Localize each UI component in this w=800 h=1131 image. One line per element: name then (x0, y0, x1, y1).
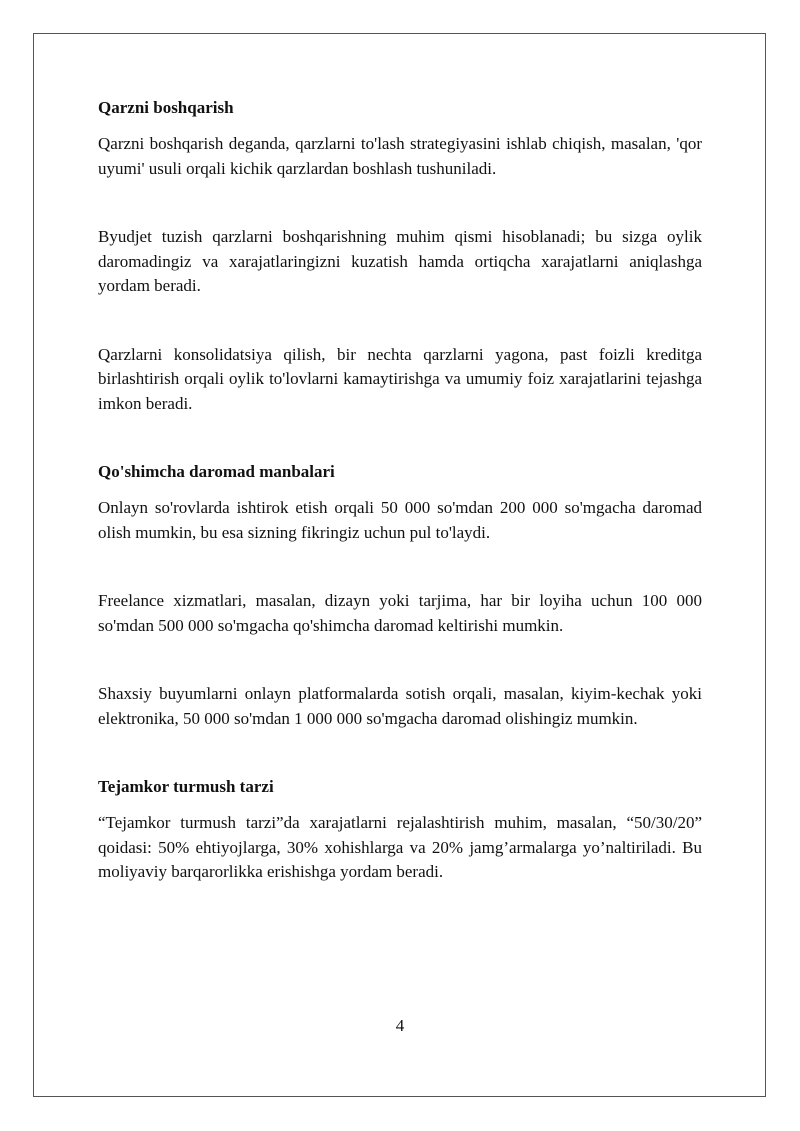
paragraph: Freelance xizmatlari, masalan, dizayn yoki tarjima, har bir loyiha uchun 100 000 so'mdan 500 000 so'mgacha qo'shimcha daromad keltirishi mumkin. (98, 591, 702, 635)
paragraph: Qarzlarni konsolidatsiya qilish, bir nechta qarzlarni yagona, past foizli kreditga birlashtirish orqali oylik to'lovlarni kamaytirishga va umumiy foiz xarajatlarini tejashga imkon beradi. (98, 344, 702, 413)
section-frugal-lifestyle (98, 774, 702, 885)
section-debt-management (98, 95, 702, 416)
paragraph: “Tejamkor turmush tarzi”da xarajatlarni rejalashtirish muhim, masalan, “50/30/20” qoidasi: 50% ehtiyojlarga, 30% xohishlarga va 20% jamg’armalarga yo’naltiriladi. Bu moliyaviy barqarorlikka erishishga yordam beradi. (98, 813, 702, 881)
document-body (98, 95, 702, 885)
section-extra-income (98, 459, 702, 731)
paragraph: Onlayn so'rovlarda ishtirok etish orqali 50 000 so'mdan 200 000 so'mgacha daromad olish mumkin, bu esa sizning fikringiz uchun pul to'laydi. (98, 498, 702, 542)
section-heading: Tejamkor turmush tarzi (98, 777, 274, 796)
section-heading: Qarzni boshqarish (98, 98, 234, 117)
section-heading: Qo'shimcha daromad manbalari (98, 462, 335, 481)
page-number: 4 (395, 1016, 405, 1035)
paragraph: Byudjet tuzish qarzlarni boshqarishning muhim qismi hisoblanadi; bu sizga oylik daromadingiz va xarajatlaringizni kuzatish hamda ortiqcha xarajatlarni aniqlashga yordam beradi. (98, 227, 702, 295)
paragraph: Qarzni boshqarish deganda, qarzlarni to'lash strategiyasini ishlab chiqish, masalan, 'qor uyumi' usuli orqali kichik qarzlardan boshlash tushuniladi. (98, 134, 702, 178)
paragraph: Shaxsiy buyumlarni onlayn platformalarda sotish orqali, masalan, kiyim-kechak yoki elektronika, 50 000 so'mdan 1 000 000 so'mgacha daromad olishingiz mumkin. (98, 684, 702, 728)
